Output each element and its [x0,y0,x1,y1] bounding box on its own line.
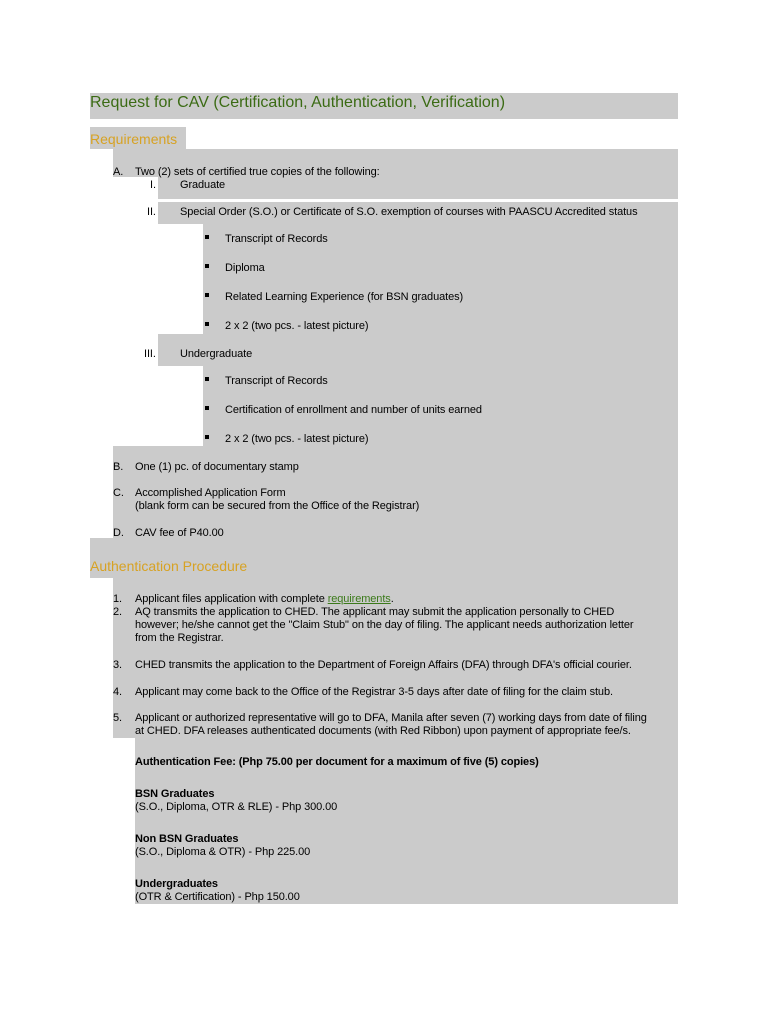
bullet-icon [205,322,209,326]
step1-text-before: Applicant files application with complete [135,593,328,605]
step5-line: Applicant or authorized representative will go to DFA, Manila after seven (7) working days from date of filing [135,712,647,724]
fee-nonbsn-label: Non BSN Graduates [135,833,239,845]
bullet-icon [205,377,209,381]
graduate-item: Transcript of Records [225,233,328,245]
step3-marker: 3. [113,659,122,671]
req-ii-text: Special Order (S.O.) or Certificate of S.O. exemption of courses with PAASCU Accredited status [180,206,638,218]
bullet-icon [205,264,209,268]
step5-line: at CHED. DFA releases authenticated documents (with Red Ribbon) upon payment of appropriate fee/s. [135,725,631,737]
undergraduate-item: 2 x 2 (two pcs. - latest picture) [225,433,369,445]
req-i-marker: I. [150,179,156,191]
step4-marker: 4. [113,686,122,698]
highlight-graduate [158,177,678,199]
req-c-line2: (blank form can be secured from the Office of the Registrar) [135,500,420,512]
procedure-heading: Authentication Procedure [90,558,248,574]
step2-marker: 2. [113,606,122,618]
step2-line: however; he/she cannot get the "Claim Stub" on the day of filing. The applicant needs authorization letter [135,619,634,631]
fee-nonbsn-detail: (S.O., Diploma & OTR) - Php 225.00 [135,846,311,858]
requirements-link[interactable]: requirements [327,593,391,605]
requirements-heading: Requirements [90,131,178,147]
req-iii-text: Undergraduate [180,348,253,360]
undergraduate-item: Transcript of Records [225,375,328,387]
req-a-marker: A. [113,166,124,178]
graduate-item: 2 x 2 (two pcs. - latest picture) [225,320,369,332]
req-d-marker: D. [113,527,124,539]
fee-title: Authentication Fee: (Php 75.00 per document for a maximum of five (5) copies) [135,756,539,768]
req-b-text: One (1) pc. of documentary stamp [135,461,299,473]
step1-text-after: . [390,593,394,605]
req-i-text: Graduate [180,179,226,191]
undergraduate-item: Certification of enrollment and number of units earned [225,404,482,416]
bullet-icon [205,235,209,239]
req-c-marker: C. [113,487,124,499]
step2-line: from the Registrar. [135,632,224,644]
bullet-icon [205,406,209,410]
page-title: Request for CAV (Certification, Authentication, Verification) [90,94,506,111]
step2-line: AQ transmits the application to CHED. The applicant may submit the application personally to CHED [135,606,615,618]
fee-bsn-label: BSN Graduates [135,788,215,800]
fee-bsn-detail: (S.O., Diploma, OTR & RLE) - Php 300.00 [135,801,338,813]
bullet-icon [205,435,209,439]
step1-marker: 1. [113,593,122,605]
req-b-marker: B. [113,461,124,473]
step5-marker: 5. [113,712,122,724]
bullet-icon [205,293,209,297]
fee-under-detail: (OTR & Certification) - Php 150.00 [135,891,300,903]
step4-text: Applicant may come back to the Office of the Registrar 3-5 days after date of filing for the claim stub. [135,686,613,698]
req-d-text: CAV fee of P40.00 [135,527,224,539]
req-c-line1: Accomplished Application Form [135,487,286,499]
graduate-item: Diploma [225,262,265,274]
graduate-item: Related Learning Experience (for BSN graduates) [225,291,464,303]
req-a-text: Two (2) sets of certified true copies of the following: [135,166,380,178]
req-iii-marker: III. [144,348,156,360]
step3-text: CHED transmits the application to the Department of Foreign Affairs (DFA) through DFA's official courier. [135,659,632,671]
fee-under-label: Undergraduates [135,878,218,890]
step1-text [135,593,394,606]
req-ii-marker: II. [147,206,156,218]
